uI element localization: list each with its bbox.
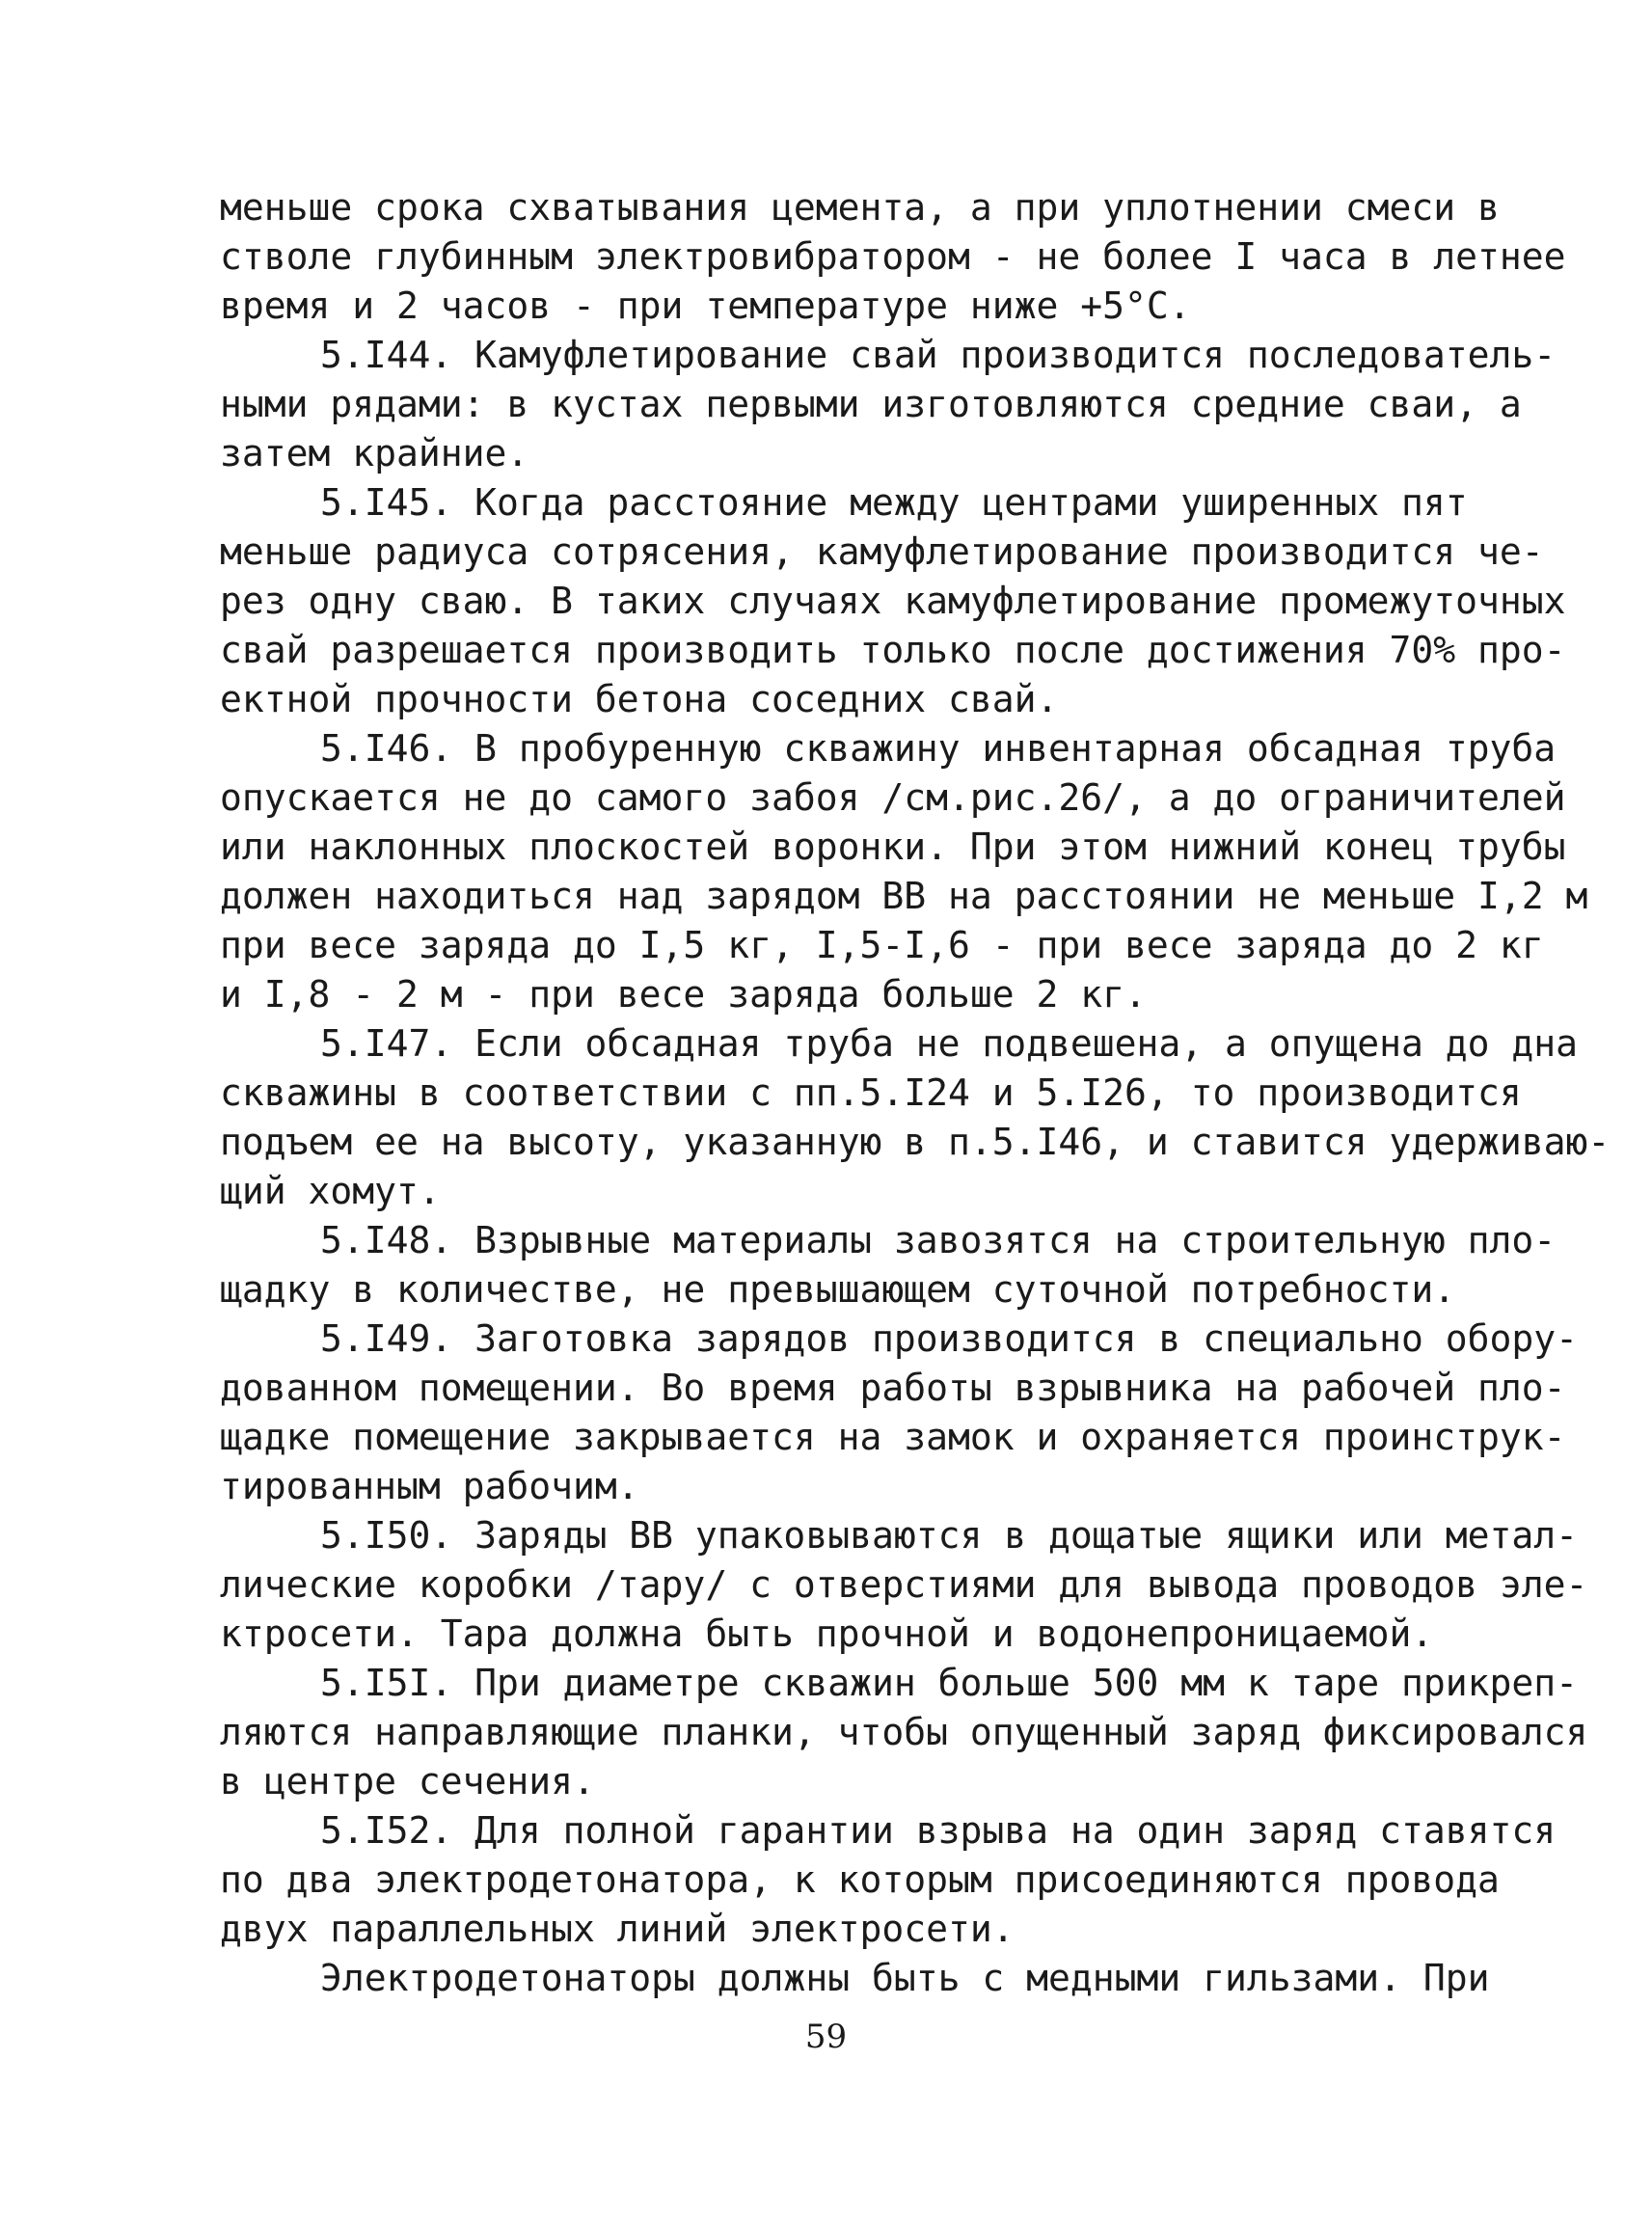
text-line: двух параллельных линий электросети.	[220, 1908, 1015, 1950]
text-line: по два электродетонатора, к которым присоединяются провода	[220, 1858, 1500, 1901]
text-line: дованном помещении. Во время работы взрывника на рабочей пло-	[220, 1367, 1566, 1409]
text-line: затем крайние.	[220, 432, 529, 474]
text-line: ктросети. Тара должна быть прочной и водонепроницаемой.	[220, 1612, 1434, 1655]
text-line: при весе заряда до I,5 кг, I,5-I,6 - при весе заряда до 2 кг	[220, 924, 1544, 966]
text-line: рез одну сваю. В таких случаях камуфлетирование промежуточных	[220, 580, 1566, 622]
text-line: скважины в соответствии с пп.5.I24 и 5.I26, то производится	[220, 1071, 1522, 1114]
text-line: должен находиться над зарядом ВВ на расстоянии не меньше I,2 м	[220, 875, 1588, 917]
text-line: щадку в количестве, не превышающем суточной потребности.	[220, 1268, 1456, 1311]
body-text	[220, 183, 1611, 2003]
paragraph-first-line: 5.I48. Взрывные материалы завозятся на строительную пло-	[320, 1219, 1557, 1261]
text-line: в центре сечения.	[220, 1760, 595, 1802]
paragraph-first-line: 5.I5I. При диаметре скважин больше 500 мм к таре прикреп-	[320, 1662, 1579, 1704]
text-line: меньше радиуса сотрясения, камуфлетирование производится че-	[220, 530, 1544, 573]
text-line: меньше срока схватывания цемента, а при уплотнении смеси в	[220, 186, 1500, 229]
paragraph-first-line: 5.I45. Когда расстояние между центрами уширенных пят	[320, 481, 1468, 524]
text-line: тированным рабочим.	[220, 1465, 639, 1507]
paragraph-first-line: 5.I52. Для полной гарантии взрыва на один заряд ставятся	[320, 1809, 1557, 1852]
paragraph-first-line: 5.I44. Камуфлетирование свай производится последователь-	[320, 334, 1557, 376]
text-line: лические коробки /тару/ с отверстиями для вывода проводов эле-	[220, 1563, 1588, 1606]
page-number: 59	[804, 2018, 848, 2056]
paragraph-first-line: 5.I47. Если обсадная труба не подвешена, а опущена до дна	[320, 1022, 1579, 1065]
paragraph-first-line: 5.I46. В пробуренную скважину инвентарная обсадная труба	[320, 727, 1557, 770]
text-line: щий хомут.	[220, 1170, 441, 1212]
text-line: стволе глубинным электровибратором - не более I часа в летнее	[220, 235, 1566, 278]
text-line: ляются направляющие планки, чтобы опущенный заряд фиксировался	[220, 1711, 1588, 1753]
text-line: подъем ее на высоту, указанную в п.5.I46, и ставится удерживаю-	[220, 1121, 1611, 1163]
text-line: и I,8 - 2 м - при весе заряда больше 2 кг.	[220, 973, 1147, 1016]
text-line: время и 2 часов - при температуре ниже +5°C.	[220, 285, 1191, 327]
paragraph-first-line: Электродетонаторы должны быть с медными гильзами. При	[320, 1957, 1490, 1999]
paragraph-first-line: 5.I49. Заготовка зарядов производится в специально обору-	[320, 1317, 1579, 1360]
paragraph-first-line: 5.I50. Заряды ВВ упаковываются в дощатые ящики или метал-	[320, 1514, 1579, 1557]
text-line: свай разрешается производить только после достижения 70% про-	[220, 629, 1566, 671]
text-line: ными рядами: в кустах первыми изготовляются средние сваи, а	[220, 383, 1522, 425]
text-line: ектной прочности бетона соседних свай.	[220, 678, 1059, 720]
text-line: опускается не до самого забоя /см.рис.26/, а до ограничителей	[220, 776, 1566, 819]
text-line: или наклонных плоскостей воронки. При этом нижний конец трубы	[220, 826, 1566, 868]
text-line: щадке помещение закрывается на замок и охраняется проинструк-	[220, 1416, 1566, 1458]
